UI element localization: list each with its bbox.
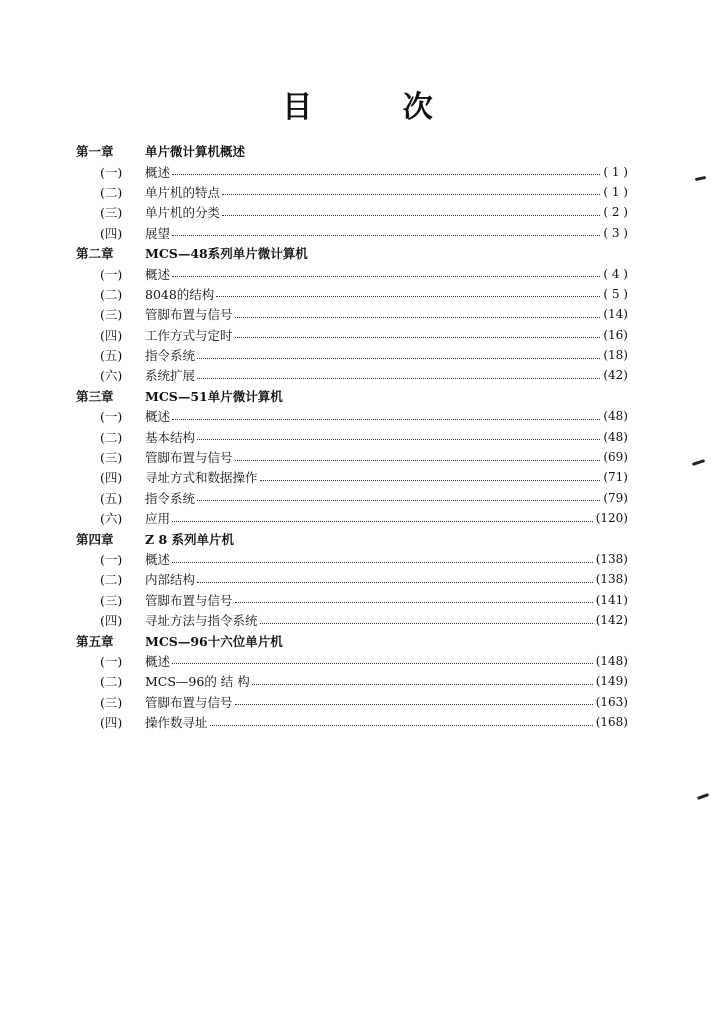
dot-leader xyxy=(197,582,593,583)
entry-number: (二) xyxy=(100,286,123,302)
entry-number: (四) xyxy=(100,715,123,731)
entry-page: (79) xyxy=(603,490,628,505)
entry-page: (142) xyxy=(595,613,628,628)
chapter-heading xyxy=(76,528,628,548)
chapter-title: MCS—48系列单片微计算机 xyxy=(145,246,308,262)
scan-mark xyxy=(692,459,705,466)
entry-title: 管脚布置与信号 xyxy=(145,592,233,608)
entry-number: (一) xyxy=(100,552,123,567)
dot-leader xyxy=(235,602,593,603)
toc-entry xyxy=(76,406,628,426)
toc-entry xyxy=(76,508,628,528)
entry-number: (四) xyxy=(100,327,123,343)
entry-page: (163) xyxy=(595,694,628,709)
entry-page: (48) xyxy=(603,429,628,444)
toc-entry xyxy=(76,569,628,589)
entry-title: 寻址方式和数据操作 xyxy=(145,470,258,486)
dot-leader xyxy=(235,337,601,338)
toc-entry xyxy=(76,712,628,732)
dot-leader xyxy=(172,235,600,236)
dot-leader xyxy=(222,215,600,216)
dot-leader xyxy=(172,276,600,277)
chapter-number: 第三章 xyxy=(76,388,114,404)
dot-leader xyxy=(172,663,593,664)
entry-number: (二) xyxy=(100,429,123,445)
chapter-title: MCS—51单片微计算机 xyxy=(145,388,283,404)
dot-leader xyxy=(197,439,600,440)
toc-entry xyxy=(76,263,628,283)
entry-page: (18) xyxy=(603,348,628,363)
dot-leader xyxy=(172,521,593,522)
toc-entry xyxy=(76,365,628,385)
entry-page: (138) xyxy=(595,572,628,587)
dot-leader xyxy=(172,562,593,563)
entry-number: (三) xyxy=(100,450,123,466)
toc-entry xyxy=(76,692,628,712)
entry-page: (149) xyxy=(595,674,628,689)
entry-page: (148) xyxy=(595,653,628,668)
chapter-number: 第五章 xyxy=(76,633,114,649)
dot-leader xyxy=(260,480,601,481)
entry-page: (138) xyxy=(595,552,628,566)
entry-page: ( 4 ) xyxy=(603,266,628,281)
toc-entry xyxy=(76,223,628,243)
toc-entry xyxy=(76,447,628,467)
entry-number: (三) xyxy=(100,307,123,323)
dot-leader xyxy=(235,704,593,705)
dot-leader xyxy=(222,194,600,195)
toc-entry xyxy=(76,161,628,181)
entry-title: 管脚布置与信号 xyxy=(145,307,233,323)
entry-page: ( 1 ) xyxy=(603,164,628,179)
entry-title: 单片机的分类 xyxy=(145,205,221,221)
entry-title: 内部结构 xyxy=(145,572,196,588)
entry-page: (48) xyxy=(603,409,628,424)
dot-leader xyxy=(197,500,600,501)
chapter-title: MCS—96十六位单片机 xyxy=(145,633,283,649)
scan-mark xyxy=(695,176,706,181)
dot-leader xyxy=(235,460,601,461)
toc-entry xyxy=(76,549,628,569)
entry-page: (16) xyxy=(603,327,628,342)
entry-title: 应用 xyxy=(145,511,171,527)
chapter-heading xyxy=(76,630,628,650)
entry-title: 概述 xyxy=(145,552,171,567)
toc-entry xyxy=(76,671,628,691)
entry-title: 管脚布置与信号 xyxy=(145,694,233,710)
toc-entry xyxy=(76,488,628,508)
entry-title: 系统扩展 xyxy=(145,368,196,384)
dot-leader xyxy=(252,684,593,685)
entry-title: 单片机的特点 xyxy=(145,184,221,200)
dot-leader xyxy=(210,725,593,726)
entry-number: (二) xyxy=(100,674,123,690)
entry-title: 概述 xyxy=(145,266,171,282)
entry-number: (一) xyxy=(100,653,123,669)
entry-number: (一) xyxy=(100,164,123,180)
chapter-heading xyxy=(76,141,628,161)
toc-entry xyxy=(76,202,628,222)
toc-entry xyxy=(76,651,628,671)
dot-leader xyxy=(172,419,600,420)
chapter-number: 第二章 xyxy=(76,246,114,262)
entry-page: (71) xyxy=(603,470,628,485)
entry-page: (42) xyxy=(603,368,628,383)
dot-leader xyxy=(260,623,593,624)
chapter-title: 单片微计算机概述 xyxy=(145,144,246,160)
toc-entry xyxy=(76,345,628,365)
entry-page: ( 1 ) xyxy=(603,184,628,199)
toc-entry xyxy=(76,590,628,610)
toc-entry xyxy=(76,284,628,304)
entry-number: (三) xyxy=(100,205,123,221)
dot-leader xyxy=(216,296,600,297)
chapter-number: 第四章 xyxy=(76,531,114,547)
dot-leader xyxy=(197,378,600,379)
entry-title: MCS—96的 结 构 xyxy=(145,674,250,690)
entry-title: 工作方式与定时 xyxy=(145,327,233,343)
toc-entry xyxy=(76,610,628,630)
entry-page: (14) xyxy=(603,307,628,322)
toc-entry xyxy=(76,304,628,324)
entry-title: 操作数寻址 xyxy=(145,715,208,731)
toc-entry xyxy=(76,426,628,446)
entry-number: (三) xyxy=(100,592,123,608)
toc-entry xyxy=(76,182,628,202)
chapter-number: 第一章 xyxy=(76,144,114,160)
entry-page: ( 5 ) xyxy=(603,286,628,301)
dot-leader xyxy=(172,174,600,175)
entry-number: (六) xyxy=(100,368,123,384)
entry-title: 管脚布置与信号 xyxy=(145,450,233,466)
entry-title: 概述 xyxy=(145,653,171,669)
chapter-heading xyxy=(76,243,628,263)
entry-title: 基本结构 xyxy=(145,429,196,445)
table-of-contents xyxy=(76,141,628,732)
chapter-heading xyxy=(76,386,628,406)
entry-page: (141) xyxy=(595,592,628,607)
entry-title: 8048的结构 xyxy=(145,286,215,302)
page-title: 目 次 xyxy=(282,90,473,125)
entry-title: 指令系统 xyxy=(145,490,196,506)
entry-title: 展望 xyxy=(145,225,171,241)
entry-title: 寻址方法与指令系统 xyxy=(145,613,258,629)
entry-title: 指令系统 xyxy=(145,348,196,364)
toc-entry xyxy=(76,467,628,487)
scan-mark xyxy=(697,793,709,800)
toc-entry xyxy=(76,325,628,345)
entry-page: (69) xyxy=(603,450,628,465)
entry-number: (四) xyxy=(100,613,123,629)
entry-number: (二) xyxy=(100,572,123,588)
dot-leader xyxy=(197,358,600,359)
entry-number: (一) xyxy=(100,266,123,282)
entry-number: (六) xyxy=(100,511,123,527)
chapter-title: Z 8 系列单片机 xyxy=(145,531,235,547)
entry-title: 概述 xyxy=(145,409,171,425)
entry-number: (四) xyxy=(100,225,123,241)
entry-number: (三) xyxy=(100,694,123,710)
entry-page: (168) xyxy=(595,715,628,730)
entry-number: (一) xyxy=(100,409,123,425)
dot-leader xyxy=(235,317,601,318)
entry-page: ( 3 ) xyxy=(603,225,628,240)
entry-title: 概述 xyxy=(145,164,171,180)
entry-number: (五) xyxy=(100,348,123,364)
entry-number: (五) xyxy=(100,490,123,506)
entry-number: (四) xyxy=(100,470,123,486)
entry-page: (120) xyxy=(595,511,628,526)
entry-page: ( 2 ) xyxy=(603,205,628,220)
entry-number: (二) xyxy=(100,184,123,200)
